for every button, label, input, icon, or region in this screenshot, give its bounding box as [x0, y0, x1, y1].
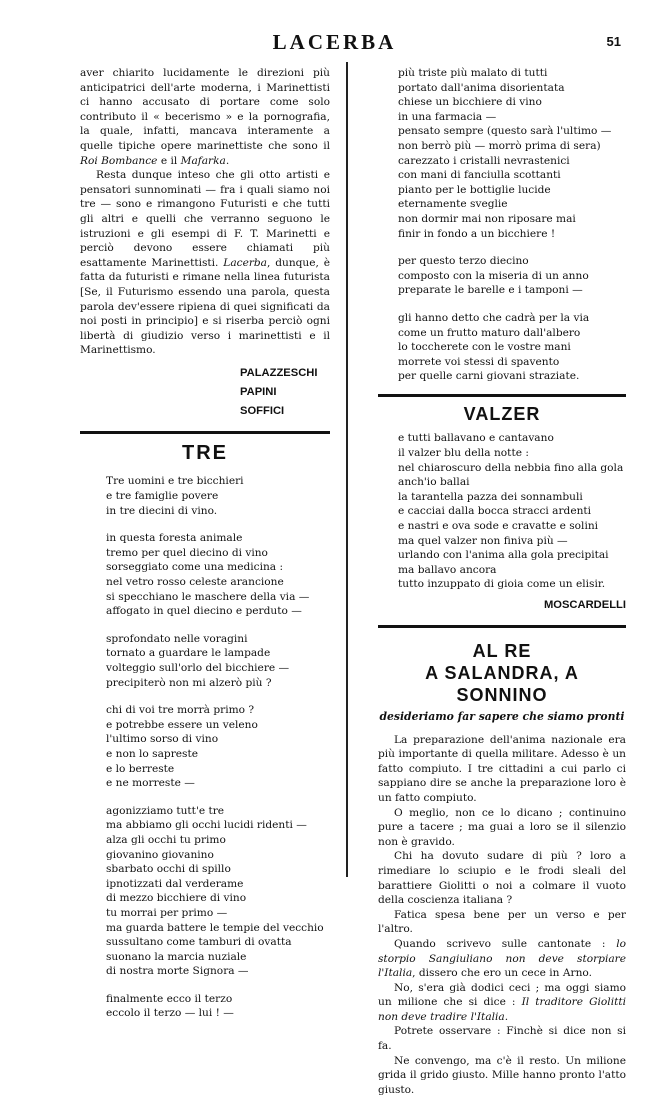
poem-line: più triste più malato di tutti	[398, 67, 548, 79]
poem-line: morrete voi stessi di spavento	[398, 355, 560, 368]
poem-line: volteggio sull'orlo del bicchiere —	[106, 662, 290, 674]
poem-line: e nastri e ova sode e cravatte e solini	[398, 520, 599, 533]
poem-line: nel vetro rosso celeste arancione	[106, 576, 284, 589]
column-divider	[346, 62, 348, 877]
signature-name: PALAZZESCHI	[240, 366, 318, 379]
italic-text: Lacerba	[223, 256, 267, 269]
article-title-line-2: A SALANDRA, A SONNINO	[425, 663, 579, 705]
poem-line: eternamente sveglie	[398, 198, 508, 211]
poem-line: sorseggiato come una medicina :	[106, 561, 284, 574]
text-run: O meglio, non ce lo dicano ; continuino pure a tacere ; ma guai a loro se il silenzio non è gravido.	[378, 806, 626, 848]
stanza-break	[106, 518, 330, 531]
signature-name: SOFFICI	[240, 404, 285, 417]
italic-text: lo storpio Sangiuliano non deve storpiare l'Italia	[378, 937, 626, 980]
text-run: Quando scrivevo sulle cantonate :	[394, 937, 617, 950]
page-number: 51	[606, 34, 621, 49]
signature-moscardelli: MOSCARDELLI	[543, 599, 626, 611]
text-run: e il	[157, 154, 181, 167]
text-run: Ne convengo, ma c'è il resto. Un milione grida il grido giusto. Mille hanno pronto l'atto giusto.	[378, 1054, 626, 1096]
text-run: .	[504, 1010, 509, 1023]
page-header	[0, 30, 669, 58]
manifesto-text	[80, 66, 330, 358]
paragraph	[378, 1024, 626, 1053]
section-rule	[80, 431, 330, 434]
paragraph	[80, 66, 330, 168]
text-run: No, s'era già dodici ceci ; ma oggi siamo un milione che si dice :	[378, 981, 626, 1009]
poem-line: la tarantella pazza dei sonnambuli	[398, 490, 583, 503]
poem-line: sprofondato nelle voragini	[106, 632, 248, 645]
poem-line: composto con la miseria di un anno	[398, 269, 589, 282]
poem-line: e potrebbe essere un veleno	[106, 718, 258, 731]
paragraph	[378, 937, 626, 981]
poem-line: con mani di fanciulla scottanti	[398, 169, 561, 182]
poem-line: e lo berreste	[106, 762, 175, 775]
paragraph	[378, 849, 626, 907]
paragraph	[378, 733, 626, 806]
italic-text: Il traditore Giolitti non deve tradire l'Italia	[378, 996, 626, 1023]
poem-line: e cacciai dalla bocca stracci ardenti	[398, 505, 592, 518]
paragraph	[378, 908, 626, 937]
right-column	[378, 66, 626, 1097]
article-subtitle: desideriamo far sapere che siamo pronti	[379, 710, 625, 723]
poem-line: pianto per le bottiglie lucide	[398, 183, 551, 196]
poem-line: nel chiaroscuro della nebbia fino alla gola	[398, 461, 624, 474]
stanza-break	[106, 619, 330, 632]
poem-line: in questa foresta animale	[106, 532, 243, 545]
text-run: Potrete osservare : Finchè si dice non si fa.	[378, 1025, 626, 1053]
poem-line: anch'io ballai	[398, 476, 470, 489]
text-run: , dissero che ero un cece in Arno.	[412, 967, 592, 980]
poem-line: agonizziamo tutt'e tre	[106, 804, 225, 817]
article-al-re	[378, 640, 626, 1097]
poem-line: di nostra morte Signora —	[106, 965, 249, 978]
italic-text: Roi Bombance	[80, 154, 158, 167]
poem-line: per quelle carni giovani straziate.	[398, 370, 580, 383]
poem-line: gli hanno detto che cadrà per la via	[398, 311, 590, 324]
text-run: .	[225, 154, 230, 167]
article-body	[378, 733, 626, 1097]
poem-line: e tutti ballavano e cantavano	[398, 432, 554, 445]
poem-line: il valzer blu della notte :	[398, 447, 529, 460]
poem-line: precipiterò non mi alzerò più ?	[106, 676, 272, 689]
poem-line: finir in fondo a un bicchiere !	[398, 227, 556, 240]
poem-line: tremo per quel diecino di vino	[106, 546, 268, 559]
poem-line: e tre famiglie povere	[106, 490, 219, 503]
poem-line: per questo terzo diecino	[398, 255, 529, 268]
poem-line: finalmente ecco il terzo	[106, 992, 233, 1005]
poem-line: di mezzo bicchiere di vino	[106, 892, 247, 905]
section-rule	[378, 394, 626, 397]
stanza-break	[106, 979, 330, 992]
poem-line: ipnotizzati dal verderame	[106, 877, 244, 890]
poem-line: preparate le barelle e i tamponi —	[398, 284, 583, 297]
poem-line: giovanino giovanino	[106, 848, 214, 861]
poem-line: eccolo il terzo — lui ! —	[106, 1007, 234, 1020]
poem-line: carezzato i cristalli nevrastenici	[398, 154, 570, 167]
text-run: , dunque, è fatta da futuristi e rimane nella linea futurista [Se, il Futurismo essendo una parola, questa parola dev'essere ripiena di quei significati da noi posti in principio] e si riserba perciò ogni libertà di giudizio verso i marinettisti e il Marinettismo.	[80, 256, 331, 357]
poem-line: ma ballavo ancora	[398, 563, 497, 576]
poem-line: in tre diecini di vino.	[106, 504, 218, 517]
poem-line: tornato a guardare le lampade	[106, 647, 271, 660]
journal-title: LACERBA	[272, 30, 397, 54]
poem-line: tutto inzuppato di gioia come un elisir.	[398, 578, 606, 591]
stanza-break	[398, 298, 626, 311]
poem-line: e ne morreste —	[106, 777, 195, 790]
poem-line: lo toccherete con le vostre mani	[398, 341, 571, 354]
poem-line: ma guarda battere le tempie del vecchio	[106, 921, 324, 934]
text-run: La preparazione dell'anima nazionale era più importante di quella militare. Adesso è un fatto compiuto. I tre cittadini a cui parlo ci sappiano dire se anche la preparazione loro è un fatto compiuto.	[378, 733, 626, 804]
poem-line: non berrò più — morrò prima di sera)	[398, 139, 601, 152]
poem-line: affogato in quel diecino e perduto —	[106, 605, 302, 618]
poem-line: ma quel valzer non finiva più —	[398, 534, 568, 547]
left-column	[80, 66, 330, 1021]
poem-valzer	[398, 431, 626, 592]
signature-block	[240, 364, 330, 421]
poem-line: si specchiano le maschere della via —	[106, 590, 310, 603]
poem-line: sbarbato occhi di spillo	[106, 863, 231, 876]
text-run: Resta dunque inteso che gli otto artisti e pensatori sunnominati — fra i quali siamo noi tre — sono e rimangono Futuristi e che tutti gli altri e quelli che verranno seguono le istruzioni e gli esempi di F. T. Marinetti e perciò devono essere chiamati più esattamente Marinettisti.	[80, 169, 330, 269]
poem-line: chiese un bicchiere di vino	[398, 96, 542, 109]
text-run: Chi ha dovuto sudare di più ? loro a rimediare lo sciupio e le frodi sleali del barattiere Giolitti o noi a colmare il vuoto della coscienza italiana ?	[378, 850, 626, 907]
paragraph	[378, 981, 626, 1025]
poem-title-tre: TRE	[182, 441, 228, 464]
signature-name: PAPINI	[240, 385, 277, 398]
paragraph	[378, 806, 626, 850]
text-run: aver chiarito lucidamente le direzioni più anticipatrici dell'arte moderna, i Marinettisti ci hanno accusato di portare come solo contributo il « becerismo » e la pornografia, la quale, infatti, mancava interamente a quelle tipiche opere marinettiste che sono il	[80, 67, 330, 152]
poem-line: tu morrai per primo —	[106, 906, 228, 919]
stanza-break	[398, 241, 626, 254]
poem-tre-continuation	[398, 66, 626, 384]
italic-text: Mafarka	[180, 154, 226, 167]
poem-line: chi di voi tre morrà primo ?	[106, 704, 255, 717]
poem-line: l'ultimo sorso di vino	[106, 733, 219, 746]
stanza-break	[106, 690, 330, 703]
poem-line: suonano la marcia nuziale	[106, 950, 247, 963]
poem-line: ma abbiamo gli occhi lucidi ridenti —	[106, 819, 307, 832]
poem-tre	[106, 474, 330, 1021]
section-rule	[378, 625, 626, 628]
poem-line: come un frutto maturo dall'albero	[398, 326, 581, 339]
poem-line: in una farmacia —	[398, 110, 497, 123]
article-title-line-1: AL RE	[472, 641, 532, 661]
text-run: Fatica spesa bene per un verso e per l'altro.	[378, 908, 626, 936]
poem-line: e non lo sapreste	[106, 747, 198, 760]
poem-line: sussultano come tamburi di ovatta	[106, 936, 292, 949]
poem-line: Tre uomini e tre bicchieri	[106, 475, 244, 488]
poem-line: pensato sempre (questo sarà l'ultimo —	[398, 125, 612, 138]
poem-line: alza gli occhi tu primo	[106, 833, 226, 846]
poem-title-valzer: VALZER	[463, 403, 541, 424]
paragraph	[378, 1054, 626, 1097]
paragraph	[80, 168, 330, 358]
poem-line: portato dall'anima disorientata	[398, 81, 565, 94]
poem-line: non dormir mai non riposare mai	[398, 212, 576, 225]
stanza-break	[106, 791, 330, 804]
poem-line: urlando con l'anima alla gola precipitai	[398, 549, 609, 562]
